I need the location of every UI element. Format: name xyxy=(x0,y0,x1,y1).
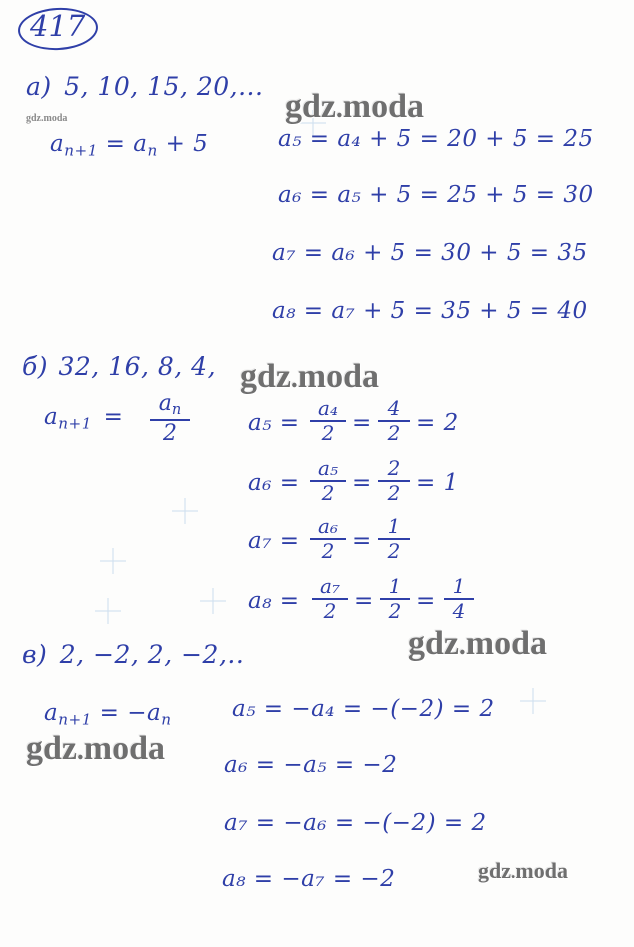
part-b-line-3-lhs: a₇ = xyxy=(248,528,300,554)
part-b-label-and-sequence: б) 32, 16, 8, 4, xyxy=(22,352,217,381)
part-b-line-3-mid: = xyxy=(352,528,372,554)
part-b-recurrence-lhs: $a_{n+1}$ = xyxy=(44,404,124,433)
grid-mark xyxy=(107,598,109,624)
part-b-line-4-lhs: a₈ = xyxy=(248,588,300,614)
part-a-line-3: a₇ = a₆ + 5 = 30 + 5 = 35 xyxy=(272,240,588,266)
part-c-label-and-sequence: в) 2, −2, 2, −2,.. xyxy=(22,640,245,669)
part-b-line-4-mid: = xyxy=(354,588,374,614)
part-c-line-3: a₇ = −a₆ = −(−2) = 2 xyxy=(224,810,487,836)
part-b-line-1-lhs: a₅ = xyxy=(248,410,300,436)
watermark-large-3: gdz.moda xyxy=(408,625,548,662)
part-b-line-3-fraction-2: 1 2 xyxy=(378,516,410,562)
part-a-label-and-sequence: а) 5, 10, 15, 20,... xyxy=(26,72,264,101)
part-b-line-4-rhs: = xyxy=(416,588,436,614)
part-a-recurrence: $a_{n+1} = a_n + 5$ xyxy=(50,131,209,160)
part-b-line-1-mid: = xyxy=(352,410,372,436)
watermark-large-2: gdz.moda xyxy=(240,358,380,395)
part-b-line-4-fraction-1: a₇ 2 xyxy=(312,576,348,622)
exercise-number xyxy=(18,8,96,48)
part-b-line-2-mid: = xyxy=(352,470,372,496)
part-c-recurrence: $a_{n+1} = -a_n$ xyxy=(44,700,172,729)
grid-mark xyxy=(212,588,214,614)
part-c-line-4: a₈ = −a₇ = −2 xyxy=(222,866,396,892)
part-b-recurrence-fraction: $a_n$ 2 xyxy=(150,392,190,445)
grid-mark xyxy=(112,548,114,574)
exercise-number-text: 417 xyxy=(30,9,86,43)
part-b-line-2-rhs: = 1 xyxy=(416,470,459,496)
watermark-large-4: gdz.moda xyxy=(26,730,166,767)
part-c-line-1: a₅ = −a₄ = −(−2) = 2 xyxy=(232,696,495,722)
watermark-medium-1: gdz.moda xyxy=(478,858,568,883)
part-b-line-1-fraction-2: 4 2 xyxy=(378,398,410,444)
part-b-line-4-fraction-2: 1 2 xyxy=(380,576,410,622)
part-a-line-4: a₈ = a₇ + 5 = 35 + 5 = 40 xyxy=(272,298,588,324)
part-b-line-1-rhs: = 2 xyxy=(416,410,459,436)
watermark-large-1: gdz.moda xyxy=(285,88,425,125)
part-b-line-2-fraction-1: a₅ 2 xyxy=(310,458,346,504)
part-b-line-2-lhs: a₆ = xyxy=(248,470,300,496)
part-b-line-4-fraction-3: 1 4 xyxy=(444,576,474,622)
part-c-line-2: a₆ = −a₅ = −2 xyxy=(224,752,398,778)
grid-mark xyxy=(184,498,186,524)
part-a-line-1: a₅ = a₄ + 5 = 20 + 5 = 25 xyxy=(278,126,594,152)
part-b-line-1-fraction-1: a₄ 2 xyxy=(310,398,346,444)
part-a-line-2: a₆ = a₅ + 5 = 25 + 5 = 30 xyxy=(278,182,594,208)
part-b-line-3-fraction-1: a₆ 2 xyxy=(310,516,346,562)
part-b-line-2-fraction-2: 2 2 xyxy=(378,458,410,504)
grid-mark xyxy=(532,688,534,714)
watermark-small-1: gdz.moda xyxy=(26,113,68,124)
